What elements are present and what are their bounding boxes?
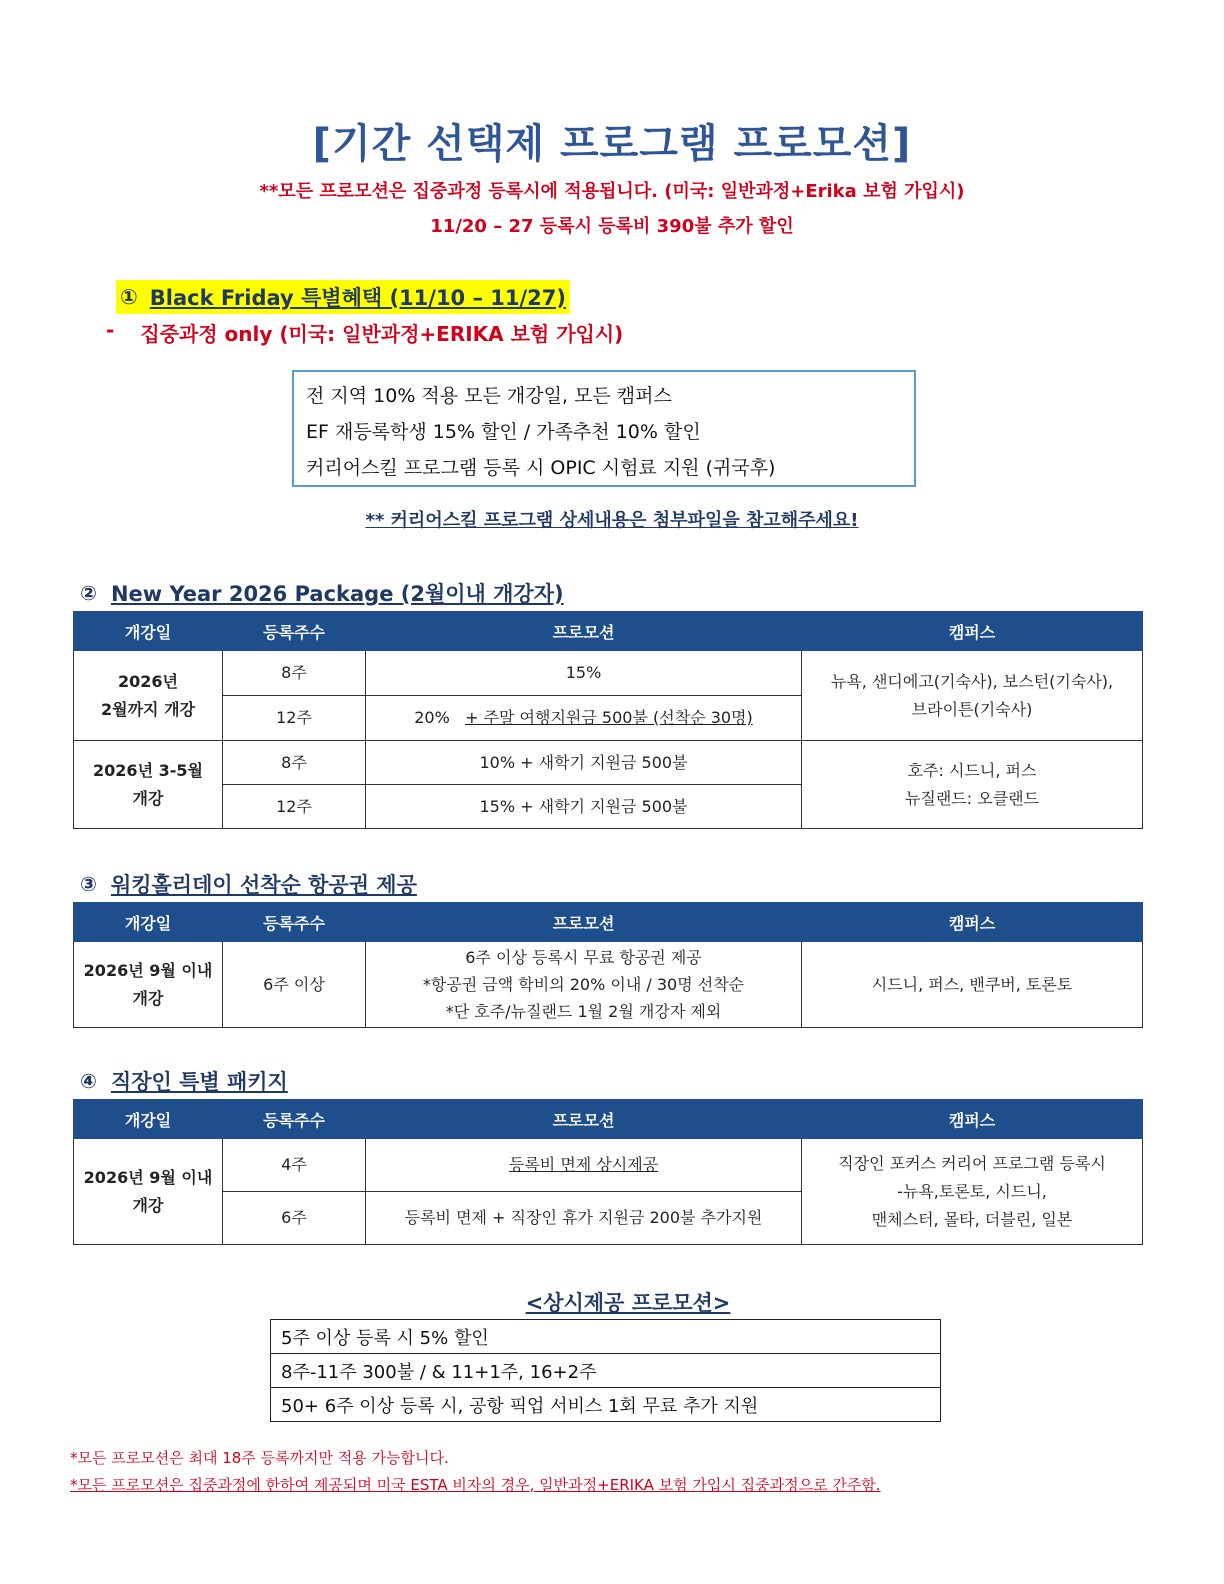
permanent-item: 50+ 6주 이상 등록 시, 공항 픽업 서비스 1회 무료 추가 지원	[271, 1388, 941, 1422]
table-header-row	[74, 903, 1143, 942]
weeks-cell: 6주 이상	[223, 942, 366, 1028]
weeks-cell: 8주	[223, 741, 366, 785]
section1-subtitle	[106, 318, 623, 347]
promo-rate: 20%	[414, 708, 450, 727]
section3-number: ③	[80, 872, 97, 896]
section2-heading	[80, 578, 564, 608]
career-note-text: ** 커리어스킬 프로그램 상세내용은 첨부파일을 참고해주세요!	[365, 510, 859, 531]
permanent-item: 8주-11주 300불 / & 11+1주, 16+2주	[271, 1354, 941, 1388]
permanent-title: <상시제공 프로모션>	[525, 1291, 731, 1315]
weeks-cell: 12주	[223, 785, 366, 829]
weeks-cell: 12주	[223, 696, 366, 741]
table-row	[74, 1139, 1143, 1192]
table-row	[271, 1354, 941, 1388]
header-start: 개강일	[74, 612, 223, 651]
section2-title: New Year 2026 Package (2월이내 개강자)	[110, 582, 564, 606]
header-promo: 프로모션	[366, 612, 802, 651]
section4-table	[73, 1099, 1143, 1245]
start-cell: 2026년 2월까지 개강	[74, 651, 223, 741]
section1-title: Black Friday 특별혜택 (11/10 – 11/27)	[149, 286, 567, 310]
promo-cell: 15%	[366, 651, 802, 696]
notice-line-2: 11/20 – 27 등록시 등록비 390불 추가 할인	[430, 216, 794, 237]
section4-title: 직장인 특별 패키지	[110, 1070, 288, 1094]
section1-bullet: -	[106, 318, 115, 342]
footnote-1: *모든 프로모션은 최대 18주 등록까지만 적용 가능합니다.	[70, 1449, 449, 1467]
section1-subtitle-text: 집중과정 only (미국: 일반과정+ERIKA 보험 가입시)	[140, 322, 624, 346]
header-campus: 캠퍼스	[802, 1100, 1143, 1139]
section2-table	[73, 611, 1143, 829]
header-start: 개강일	[74, 903, 223, 942]
promo-text: 등록비 면제 상시제공	[508, 1155, 659, 1174]
table-row	[74, 942, 1143, 1028]
table-row	[271, 1320, 941, 1354]
campus-cell: 직장인 포커스 커리어 프로그램 등록시 -뉴욕,토론토, 시드니, 맨체스터, 몰타, 더블린, 일본	[802, 1139, 1143, 1245]
section3-heading	[80, 869, 417, 899]
promo-extra: + 주말 여행지원금 500불 (선착순 30명)	[465, 708, 753, 727]
header-start: 개강일	[74, 1100, 223, 1139]
header-weeks: 등록주수	[223, 612, 366, 651]
benefit-item: 커리어스킬 프로그램 등록 시 OPIC 시험료 지원 (귀국후)	[306, 457, 776, 479]
section4-number: ④	[80, 1069, 97, 1093]
header-campus: 캠퍼스	[802, 903, 1143, 942]
header-promo: 프로모션	[366, 1100, 802, 1139]
start-cell: 2026년 9월 이내 개강	[74, 1139, 223, 1245]
career-note	[0, 506, 1224, 532]
weeks-cell: 4주	[223, 1139, 366, 1192]
start-cell: 2026년 9월 이내 개강	[74, 942, 223, 1028]
table-header-row	[74, 612, 1143, 651]
section3-title: 워킹홀리데이 선착순 항공권 제공	[110, 873, 417, 897]
campus-cell: 시드니, 퍼스, 밴쿠버, 토론토	[802, 942, 1143, 1028]
section1-heading	[116, 280, 570, 314]
benefit-box	[292, 370, 916, 487]
page-title: [기간 선택제 프로그램 프로모션]	[312, 121, 912, 167]
table-row	[74, 741, 1143, 785]
weeks-cell: 8주	[223, 651, 366, 696]
campus-cell: 뉴욕, 샌디에고(기숙사), 보스턴(기숙사), 브라이튼(기숙사)	[802, 651, 1143, 741]
permanent-item: 5주 이상 등록 시 5% 할인	[271, 1320, 941, 1354]
header-weeks: 등록주수	[223, 1100, 366, 1139]
campus-cell: 호주: 시드니, 퍼스 뉴질랜드: 오클랜드	[802, 741, 1143, 829]
start-cell: 2026년 3-5월 개강	[74, 741, 223, 829]
section4-heading	[80, 1066, 288, 1096]
header-weeks: 등록주수	[223, 903, 366, 942]
promo-cell	[366, 696, 802, 741]
table-row	[271, 1388, 941, 1422]
weeks-cell: 6주	[223, 1192, 366, 1245]
section2-number: ②	[80, 581, 97, 605]
header-promo: 프로모션	[366, 903, 802, 942]
section1-number: ①	[120, 285, 138, 309]
header-campus: 캠퍼스	[802, 612, 1143, 651]
permanent-table	[270, 1319, 941, 1422]
promo-cell: 6주 이상 등록시 무료 항공권 제공 *항공권 금액 학비의 20% 이내 / 30명 선착순 *단 호주/뉴질랜드 1월 2월 개강자 제외	[366, 942, 802, 1028]
promo-cell	[366, 1139, 802, 1192]
benefit-item: 전 지역 10% 적용 모든 개강일, 모든 캠퍼스	[306, 385, 672, 407]
section3-table	[73, 902, 1143, 1028]
promo-cell: 15% + 새학기 지원금 500불	[366, 785, 802, 829]
permanent-heading	[0, 1287, 1224, 1317]
promo-cell: 10% + 새학기 지원금 500불	[366, 741, 802, 785]
promo-cell: 등록비 면제 + 직장인 휴가 지원금 200불 추가지원	[366, 1192, 802, 1245]
benefit-item: EF 재등록학생 15% 할인 / 가족추천 10% 할인	[306, 421, 701, 443]
table-header-row	[74, 1100, 1143, 1139]
footnote-2: *모든 프로모션은 집중과정에 한하여 제공되며 미국 ESTA 비자의 경우, 일반과정+ERIKA 보험 가입시 집중과정으로 간주함.	[70, 1476, 881, 1494]
table-row	[74, 651, 1143, 696]
notice-line-1: **모든 프로모션은 집중과정 등록시에 적용됩니다. (미국: 일반과정+Erika 보험 가입시)	[259, 181, 965, 202]
